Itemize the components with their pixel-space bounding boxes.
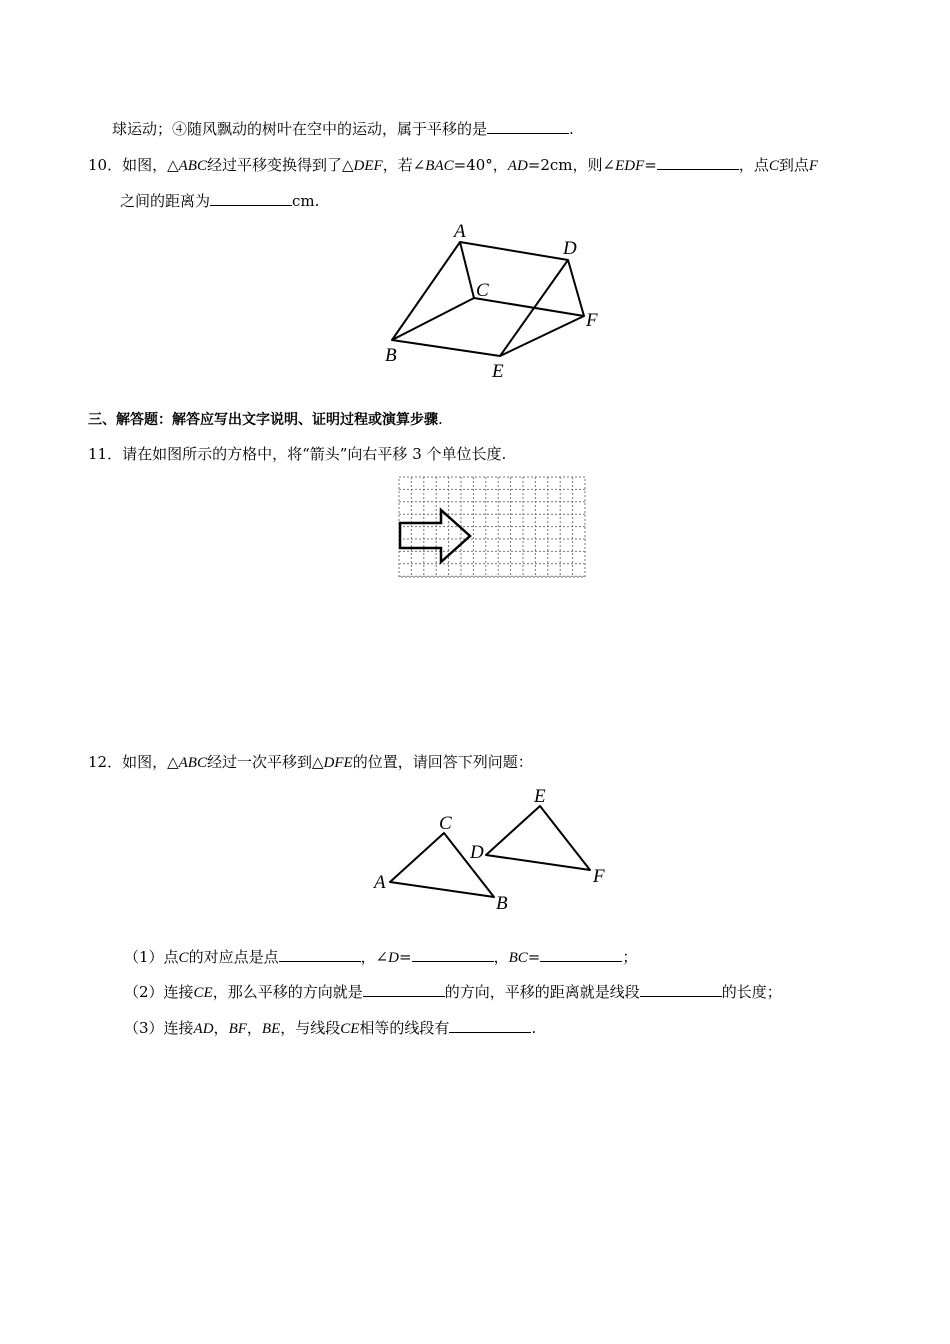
q10-text: 如图，△ (122, 156, 179, 174)
q10-text: =2cm，则∠ (527, 156, 616, 174)
q12-text: （3）连接 (124, 1019, 194, 1037)
section-3-heading-end: . (438, 410, 443, 428)
label-c: C (476, 280, 489, 301)
q12-text: 如图，△ (122, 753, 179, 771)
label-f: F (593, 866, 605, 887)
q12-ad: AD (193, 1021, 214, 1037)
q10-f: F (808, 158, 819, 174)
q12-text: = (527, 948, 541, 966)
label-c: C (439, 813, 452, 834)
q10-number: 10． (88, 156, 123, 174)
q12-d: D (388, 950, 399, 966)
q12-c: C (178, 950, 189, 966)
label-e: E (534, 786, 546, 807)
q10-text: = (644, 156, 657, 174)
q12-ce: CE (193, 985, 213, 1001)
answer-blank[interactable] (363, 980, 445, 997)
q10-text: ，点 (738, 156, 769, 174)
answer-blank[interactable] (640, 980, 722, 997)
triangle-dfe (486, 806, 590, 870)
q12-number: 12． (88, 753, 123, 771)
q12-text: 的位置，请回答下列问题： (352, 753, 533, 771)
q10-text: =40°， (453, 156, 508, 174)
q12-text: = (399, 948, 412, 966)
q12-abc: ABC (178, 755, 207, 771)
q12-text: 的对应点是点 (188, 948, 279, 966)
q12-bc: BC (508, 950, 528, 966)
q10-bac: BAC (425, 158, 454, 174)
section-3-heading-text: 三、解答题：解答应写出文字说明、证明过程或演算步骤 (88, 412, 438, 428)
answer-blank[interactable] (540, 945, 622, 962)
q12-text: 的方向，平移的距离就是线段 (444, 983, 640, 1001)
q12-ce: CE (340, 1021, 360, 1037)
q10-text: 到点 (778, 156, 809, 174)
q9-tail-end: . (569, 120, 574, 138)
q12-dfe: DFE (323, 755, 353, 771)
label-f: F (586, 310, 598, 331)
label-d: D (563, 238, 577, 259)
q12-text: 经过一次平移到△ (206, 753, 324, 771)
label-b: B (496, 893, 508, 914)
q11-text: 请在如图所示的方格中，将“箭头”向右平移 3 个单位长度. (122, 445, 507, 463)
q12-text: （2）连接 (124, 983, 194, 1001)
q12-text: ，∠ (360, 948, 389, 966)
q12-text: . (531, 1019, 537, 1037)
q10-text: 之间的距离为 (120, 192, 211, 210)
q9-tail-text: 球运动；④随风飘动的树叶在空中的运动，属于平移的是 (112, 120, 488, 138)
q12-be: BE (261, 1021, 281, 1037)
label-e: E (492, 361, 504, 382)
q12-sub1: （1）点C的对应点是点 ，∠D= ，BC= ； (124, 945, 637, 968)
q12-sub3 (124, 1016, 536, 1039)
q12-text: ， (246, 1019, 262, 1037)
q12-text: 的长度； (721, 983, 782, 1001)
q10-c: C (768, 158, 779, 174)
q10-abc: ABC (178, 158, 207, 174)
q10-unit: cm. (292, 192, 320, 210)
q10-def: DEF (353, 158, 383, 174)
q12-sub2 (124, 980, 782, 1003)
label-a: A (454, 221, 466, 242)
q12-text: （1）点 (124, 948, 179, 966)
q12-text: ， (213, 1019, 229, 1037)
q10-edf: EDF (615, 158, 645, 174)
q12-text: ，那么平移的方向就是 (212, 983, 363, 1001)
answer-blank[interactable] (412, 945, 494, 962)
q12-text: ； (622, 948, 638, 966)
q12-bf: BF (228, 1021, 247, 1037)
label-b: B (385, 345, 397, 366)
answer-blank[interactable] (279, 945, 361, 962)
answer-blank[interactable] (449, 1016, 531, 1033)
q10-text: 经过平移变换得到了△ (206, 156, 354, 174)
q12-text: ，与线段 (280, 1019, 341, 1037)
q10-text: ，若∠ (382, 156, 426, 174)
q12-text: 相等的线段有 (359, 1019, 450, 1037)
label-d: D (470, 842, 484, 863)
label-a: A (374, 872, 386, 893)
q11-number: 11． (88, 445, 123, 463)
q10-ad: AD (507, 158, 528, 174)
